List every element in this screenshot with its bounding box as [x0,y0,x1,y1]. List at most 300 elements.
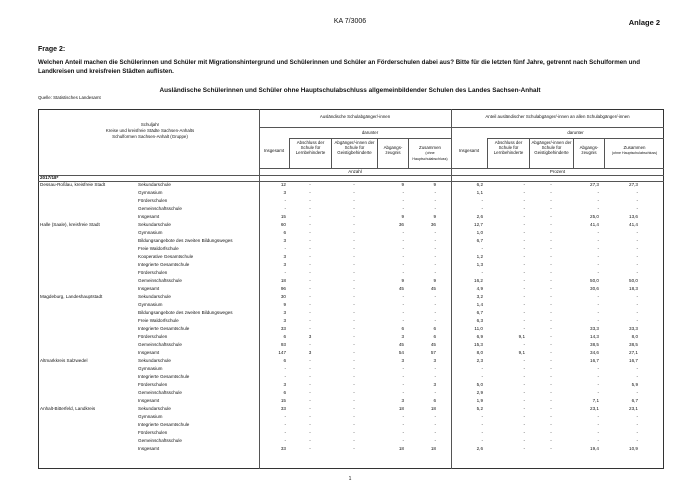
value-cell: - [597,254,599,259]
value-cell: - [550,262,552,267]
value-cell: - [481,430,483,435]
value-cell: - [353,230,355,235]
col-header-geistigbehinderte: Abgänger/-innen der Schule für Geistigbehinderte [334,140,375,156]
value-cell: 1,4 [476,302,483,307]
value-cell: 30,6 [590,286,599,291]
school-type-cell: Freie Waldorfschule [138,318,179,323]
value-cell: - [309,390,311,395]
value-cell: 36 [398,222,404,227]
value-cell: - [597,390,599,395]
value-cell: 60 [280,222,286,227]
value-cell: 9,1 [518,350,525,355]
value-cell: - [523,278,525,283]
darunter-right: darunter [567,130,584,135]
value-cell: - [550,238,552,243]
value-cell: - [309,302,311,307]
value-cell: - [481,422,483,427]
value-cell: - [523,318,525,323]
value-cell: - [523,246,525,251]
col-header-geistigbehinderte: Abgänger/-innen der Schule für Geistigbehinderte [531,140,572,156]
value-cell: 50,0 [629,278,638,283]
value-cell: - [309,190,311,195]
value-cell: - [402,382,404,387]
value-cell: - [434,366,436,371]
value-cell: 3 [308,334,312,339]
value-cell: - [550,214,552,219]
value-cell: - [284,366,286,371]
school-type-cell: Gymnasium [138,302,163,307]
value-cell: - [309,222,311,227]
value-cell: 27,1 [629,350,638,355]
value-cell: - [481,198,483,203]
value-cell: - [523,302,525,307]
col-header-abgangszeugnis: Abgangs-zeugnis [383,145,403,156]
value-cell: 6,7 [476,310,483,315]
value-cell: - [523,422,525,427]
value-cell: - [402,414,404,419]
value-cell: 45 [398,286,404,291]
school-type-cell: Insgesamt [138,398,160,403]
value-cell: - [523,326,525,331]
value-cell: - [353,278,355,283]
col-header-insgesamt: Insgesamt [458,148,480,153]
row-divider [38,175,664,176]
district-cell: Halle (Saale), kreisfreie Stadt [40,222,100,227]
value-cell: - [309,374,311,379]
value-cell: 30 [280,294,286,299]
school-type-cell: Gemeinschaftsschule [138,438,182,443]
value-cell: - [353,382,355,387]
value-cell: 3 [308,350,312,355]
value-cell: 45 [430,342,436,347]
value-cell: 2,6 [476,214,483,219]
school-type-cell: Gymnasium [138,190,163,195]
value-cell: - [523,198,525,203]
value-cell: - [284,198,286,203]
value-cell: - [523,214,525,219]
value-cell: 3,2 [476,294,483,299]
school-type-cell: Bildungsangebote des zweiten Bildungsweges [138,310,233,315]
value-cell: - [309,230,311,235]
school-type-cell: Förderschulen [138,334,168,339]
value-cell: 1,3 [476,262,483,267]
value-cell: 4,9 [476,286,483,291]
value-cell: 6 [433,334,436,339]
value-cell: - [284,206,286,211]
value-cell: - [353,238,355,243]
value-cell: - [550,390,552,395]
value-cell: - [481,270,483,275]
value-cell: - [550,206,552,211]
value-cell: - [402,422,404,427]
value-cell: - [402,374,404,379]
value-cell: 11,0 [474,326,483,331]
value-cell: 2,9 [476,390,483,395]
value-cell: 38,5 [590,342,599,347]
value-cell: - [597,246,599,251]
value-cell: - [636,230,638,235]
value-cell: 34,6 [590,350,599,355]
value-cell: - [636,270,638,275]
value-cell: - [402,310,404,315]
school-type-cell: Insgesamt [138,286,160,291]
value-cell: 9 [433,214,436,219]
value-cell: - [434,318,436,323]
value-cell: - [550,342,552,347]
school-type-cell: Förderschulen [138,198,168,203]
value-cell: - [353,350,355,355]
value-cell: - [309,310,311,315]
value-cell: - [353,222,355,227]
value-cell: - [353,422,355,427]
value-cell: 9 [401,182,404,187]
row-divider [289,138,451,139]
value-cell: 23,1 [629,406,638,411]
value-cell: - [353,334,355,339]
value-cell: - [353,286,355,291]
value-cell: 3 [283,310,286,315]
value-cell: 6 [283,334,286,339]
value-cell: - [597,206,599,211]
value-cell: 3 [283,190,286,195]
value-cell: - [309,238,311,243]
value-cell: - [550,438,552,443]
value-cell: - [523,430,525,435]
value-cell: - [550,422,552,427]
value-cell: - [481,438,483,443]
value-cell: - [636,414,638,419]
value-cell: - [523,438,525,443]
value-cell: - [284,430,286,435]
value-cell: 3 [283,238,286,243]
value-cell: - [597,198,599,203]
school-type-cell: Freie Waldorfschule [138,246,179,251]
header-annex: Anlage 2 [628,18,660,27]
value-cell: 10,9 [629,446,638,451]
page-number: 1 [348,476,352,482]
value-cell: 96 [280,286,286,291]
value-cell: - [434,270,436,275]
value-cell: 27,3 [590,182,599,187]
value-cell: - [353,430,355,435]
value-cell: 5,9 [631,382,638,387]
value-cell: - [636,190,638,195]
value-cell: 57 [430,350,436,355]
value-cell: 12 [280,182,286,187]
school-type-cell: Sekundarschule [138,222,171,227]
value-cell: - [353,198,355,203]
value-cell: - [523,382,525,387]
value-cell: - [550,182,552,187]
value-cell: - [353,390,355,395]
school-type-cell: Integrierte Gesamtschule [138,262,190,267]
value-cell: 5,2 [476,406,483,411]
value-cell: - [636,310,638,315]
value-cell: - [434,294,436,299]
value-cell: - [597,294,599,299]
value-cell: - [434,262,436,267]
value-cell: - [309,262,311,267]
value-cell: - [523,182,525,187]
value-cell: - [309,254,311,259]
school-type-cell: Förderschulen [138,270,168,275]
value-cell: - [523,206,525,211]
value-cell: - [353,438,355,443]
value-cell: - [434,390,436,395]
value-cell: - [402,230,404,235]
value-cell: 6,2 [476,182,483,187]
school-type-cell: Bildungsangebote des zweiten Bildungsweges [138,238,233,243]
value-cell: - [636,254,638,259]
value-cell: - [402,254,404,259]
value-cell: 6,3 [476,318,483,323]
value-cell: - [523,230,525,235]
value-cell: 6,7 [476,238,483,243]
value-cell: - [523,310,525,315]
value-cell: - [402,294,404,299]
value-cell: - [597,270,599,275]
value-cell: - [402,270,404,275]
value-cell: - [550,230,552,235]
value-cell: 18 [430,406,436,411]
value-cell: - [309,198,311,203]
value-cell: - [434,254,436,259]
school-type-cell: Sekundarschule [138,294,171,299]
value-cell: - [523,254,525,259]
value-cell: - [636,262,638,267]
value-cell: - [550,302,552,307]
value-cell: - [523,222,525,227]
value-cell: - [550,310,552,315]
col-header-lernbehinderte: Abschluss der Schule für Lernbehinderte [493,140,524,156]
value-cell: - [636,294,638,299]
school-type-cell: Sekundarschule [138,406,171,411]
value-cell: - [284,414,286,419]
value-cell: - [309,278,311,283]
value-cell: - [353,246,355,251]
value-cell: 41,4 [590,222,599,227]
value-cell: - [597,414,599,419]
value-cell: - [523,406,525,411]
value-cell: 1,9 [476,398,483,403]
row-divider [487,138,664,139]
value-cell: - [353,366,355,371]
value-cell: - [309,414,311,419]
value-cell: - [434,430,436,435]
value-cell: - [402,246,404,251]
table-source: Quelle: Statistisches Landesamt [38,95,101,100]
value-cell: - [481,246,483,251]
value-cell: - [523,342,525,347]
value-cell: - [550,286,552,291]
value-cell: - [434,190,436,195]
value-cell: - [550,406,552,411]
value-cell: 9 [401,278,404,283]
value-cell: - [309,206,311,211]
value-cell: - [309,214,311,219]
value-cell: 1,1 [476,190,483,195]
value-cell: 3 [401,334,404,339]
value-cell: - [636,430,638,435]
value-cell: - [481,374,483,379]
value-cell: 2,3 [476,358,483,363]
value-cell: 8,0 [631,334,638,339]
col-header-zusammen: Zusammen (ohne Hauptschulabschluss) [412,145,448,162]
group-header-right: Anteil ausländischer Schulabgänger/-innen an allen Schulabgänger/-innen [485,114,630,119]
value-cell: - [550,278,552,283]
value-cell: - [353,214,355,219]
value-cell: 6,7 [631,398,638,403]
value-cell: 13,6 [629,214,638,219]
value-cell: - [402,302,404,307]
value-cell: - [636,390,638,395]
table-title: Ausländische Schülerinnen und Schüler ohne Hauptschulabschluss allgemeinbildender Schulen des Landes Sachsen-Anhalt [159,87,541,94]
value-cell: 7,1 [592,398,599,403]
district-cell: Anhalt-Bitterfeld, Landkreis [40,406,96,411]
school-type-cell: Förderschulen [138,430,168,435]
value-cell: - [550,414,552,419]
school-type-cell: Gemeinschaftsschule [138,390,182,395]
value-cell: - [353,342,355,347]
value-cell: - [597,310,599,315]
value-cell: - [636,366,638,371]
value-cell: 6 [433,326,436,331]
value-cell: - [597,230,599,235]
value-cell: - [550,318,552,323]
value-cell: - [523,374,525,379]
value-cell: - [550,350,552,355]
value-cell: 18 [398,446,404,451]
value-cell: - [353,414,355,419]
value-cell: - [597,238,599,243]
school-type-cell: Gymnasium [138,414,163,419]
stub-header-schooltypes: Schulformen Sachsen-Anhalt (Gruppe) [112,134,188,139]
value-cell: 33 [280,446,286,451]
value-cell: 33,3 [590,326,599,331]
stub-header-year: Schuljahr [140,122,160,127]
value-cell: - [636,246,638,251]
value-cell: 6 [433,398,436,403]
value-cell: - [550,366,552,371]
value-cell: - [434,198,436,203]
value-cell: - [597,302,599,307]
value-cell: - [523,358,525,363]
value-cell: - [353,270,355,275]
value-cell: 18 [398,406,404,411]
value-cell: 9 [433,278,436,283]
value-cell: 93 [280,342,286,347]
value-cell: 3 [433,382,436,387]
value-cell: - [434,238,436,243]
value-cell: - [434,414,436,419]
stub-header-districts: Kreise und kreisfreie Städte Sachsen-Anhalts [105,128,195,133]
value-cell: - [481,206,483,211]
value-cell: - [523,270,525,275]
value-cell: - [597,190,599,195]
value-cell: - [434,246,436,251]
value-cell: - [309,430,311,435]
value-cell: 3 [401,398,404,403]
value-cell: 3 [283,262,286,267]
value-cell: - [402,206,404,211]
value-cell: - [636,438,638,443]
value-cell: 6 [283,358,286,363]
value-cell: - [402,390,404,395]
value-cell: - [523,390,525,395]
value-cell: - [353,398,355,403]
school-type-cell: Integrierte Gesamtschule [138,422,190,427]
value-cell: - [434,310,436,315]
value-cell: 38,5 [629,342,638,347]
value-cell: - [550,430,552,435]
value-cell: - [353,358,355,363]
value-cell: - [284,246,286,251]
value-cell: - [309,382,311,387]
group-header-left: Ausländische Schulabgänger/-innen [319,114,391,119]
value-cell: - [550,374,552,379]
value-cell: 1,0 [476,230,483,235]
value-cell: - [523,190,525,195]
value-cell: 2,6 [476,446,483,451]
question-text: Welchen Anteil machen die Schülerinnen und Schüler mit Migrationshintergrund und Schülerinnen und Schüler an Förderschulen dabei aus? Bitte für die letzten fünf Jahre, getrennt nach Schulformen und Landkreisen und kreisfreien Städten auflisten. [38,59,640,75]
value-cell: - [309,294,311,299]
value-cell: - [597,430,599,435]
school-type-cell: Gymnasium [138,230,163,235]
value-cell: 45 [398,342,404,347]
value-cell: - [353,326,355,331]
value-cell: - [309,358,311,363]
value-cell: - [402,318,404,323]
value-cell: - [636,238,638,243]
value-cell: - [597,382,599,387]
value-cell: - [402,438,404,443]
value-cell: - [523,238,525,243]
value-cell: - [597,422,599,427]
value-cell: - [434,206,436,211]
value-cell: - [636,198,638,203]
school-type-cell: Kooperative Gesamtschule [138,254,194,259]
value-cell: 15,3 [474,342,483,347]
value-cell: - [523,286,525,291]
value-cell: - [353,318,355,323]
value-cell: 9,1 [518,334,525,339]
value-cell: - [402,198,404,203]
value-cell: - [309,422,311,427]
value-cell: - [434,422,436,427]
value-cell: 9 [433,182,436,187]
value-cell: - [550,358,552,363]
value-cell: - [353,406,355,411]
value-cell: - [550,198,552,203]
school-type-cell: Insgesamt [138,350,160,355]
value-cell: - [434,230,436,235]
value-cell: - [309,446,311,451]
value-cell: - [402,190,404,195]
value-cell: - [636,318,638,323]
school-type-cell: Förderschulen [138,382,168,387]
value-cell: - [353,302,355,307]
value-cell: 15 [280,214,286,219]
header-reference: KA 7/3006 [333,18,367,25]
value-cell: - [523,366,525,371]
value-cell: - [353,206,355,211]
school-type-cell: Gemeinschaftsschule [138,206,182,211]
value-cell: - [434,302,436,307]
value-cell: - [309,270,311,275]
value-cell: - [353,294,355,299]
value-cell: - [523,446,525,451]
value-cell: 3 [401,358,404,363]
